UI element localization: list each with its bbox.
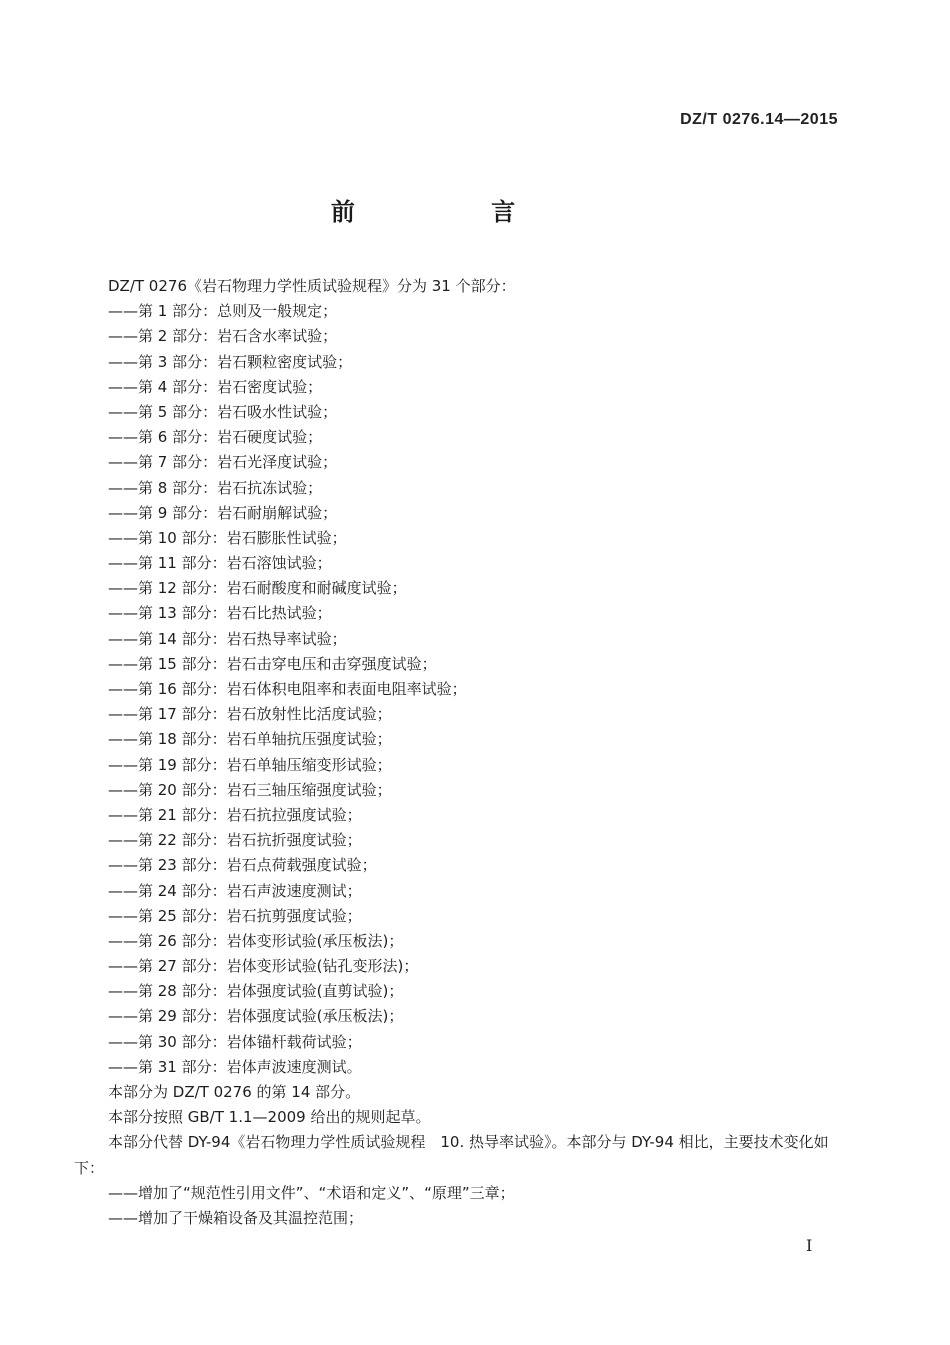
part-item: ——第 24 部分：岩石声波速度测试； xyxy=(108,881,362,900)
part-item: ——第 23 部分：岩石点荷载强度试验； xyxy=(108,856,377,875)
part-item: ——第 16 部分：岩石体积电阻率和表面电阻率试验； xyxy=(108,680,467,698)
part-item: ——第 22 部分：岩石抗折强度试验； xyxy=(108,831,362,850)
standard-code: DZ/T 0276.14—2015 xyxy=(680,111,838,128)
part-item: ——第 30 部分：岩体锚杆载荷试验； xyxy=(108,1032,362,1051)
part-item: ——第 14 部分：岩石热导率试验； xyxy=(108,629,347,648)
part-item: ——第 1 部分：总则及一般规定； xyxy=(108,302,338,321)
part-item: ——第 6 部分：岩石硬度试验； xyxy=(108,428,323,447)
part-item: ——第 8 部分：岩石抗冻试验； xyxy=(108,478,323,497)
page-title: 前 言 xyxy=(330,198,580,226)
part-item: ——第 12 部分：岩石耐酸度和耐碱度试验； xyxy=(108,579,407,598)
part-item: ——第 15 部分：岩石击穿电压和击穿强度试验； xyxy=(108,654,437,673)
part-item: ——第 17 部分：岩石放射性比活度试验； xyxy=(108,705,392,724)
part-item: ——第 3 部分：岩石颗粒密度试验； xyxy=(108,352,353,371)
foreword-body xyxy=(74,274,844,1231)
change-item: ——增加了“规范性引用文件”、“术语和定义”、“原理”三章； xyxy=(108,1183,515,1202)
part-item: ——第 18 部分：岩石单轴抗压强度试验； xyxy=(108,730,392,749)
part-item: ——第 5 部分：岩石吸水性试验； xyxy=(108,402,338,421)
part-item: ——第 26 部分：岩体变形试验(承压板法)； xyxy=(108,931,404,950)
replace-paragraph: 本部分代替 DY-94《岩石物理力学性质试验规程 10. 热导率试验》。本部分与 DY-94 相比，主要技术变化如下： xyxy=(74,1133,829,1177)
part-item: ——第 4 部分：岩石密度试验； xyxy=(108,377,323,396)
part-item: ——第 13 部分：岩石比热试验； xyxy=(108,604,332,623)
page-number: I xyxy=(806,1236,813,1255)
part-item: ——第 31 部分：岩体声波速度测试。 xyxy=(108,1057,362,1076)
part-item: ——第 11 部分：岩石溶蚀试验； xyxy=(108,554,332,573)
statement-line: 本部分按照 GB/T 1.1—2009 给出的规则起草。 xyxy=(108,1108,431,1127)
part-item: ——第 2 部分：岩石含水率试验； xyxy=(108,327,338,346)
part-item: ——第 27 部分：岩体变形试验(钻孔变形法)； xyxy=(108,957,419,976)
part-item: ——第 9 部分：岩石耐崩解试验； xyxy=(108,503,338,522)
intro-line: DZ/T 0276《岩石物理力学性质试验规程》分为 31 个部分： xyxy=(108,277,516,295)
statement-line: 本部分为 DZ/T 0276 的第 14 部分。 xyxy=(108,1083,361,1101)
part-item: ——第 7 部分：岩石光泽度试验； xyxy=(108,453,338,472)
part-item: ——第 25 部分：岩石抗剪强度试验； xyxy=(108,906,362,925)
part-item: ——第 20 部分：岩石三轴压缩强度试验； xyxy=(108,780,392,799)
part-item: ——第 28 部分：岩体强度试验(直剪试验)； xyxy=(108,982,404,1001)
change-item: ——增加了干燥箱设备及其温控范围； xyxy=(108,1208,364,1227)
parts-list xyxy=(74,299,844,1080)
part-item: ——第 29 部分：岩体强度试验(承压板法)； xyxy=(108,1007,404,1026)
part-item: ——第 10 部分：岩石膨胀性试验； xyxy=(108,528,347,547)
part-item: ——第 19 部分：岩石单轴压缩变形试验； xyxy=(108,755,392,774)
part-item: ——第 21 部分：岩石抗拉强度试验； xyxy=(108,805,362,824)
